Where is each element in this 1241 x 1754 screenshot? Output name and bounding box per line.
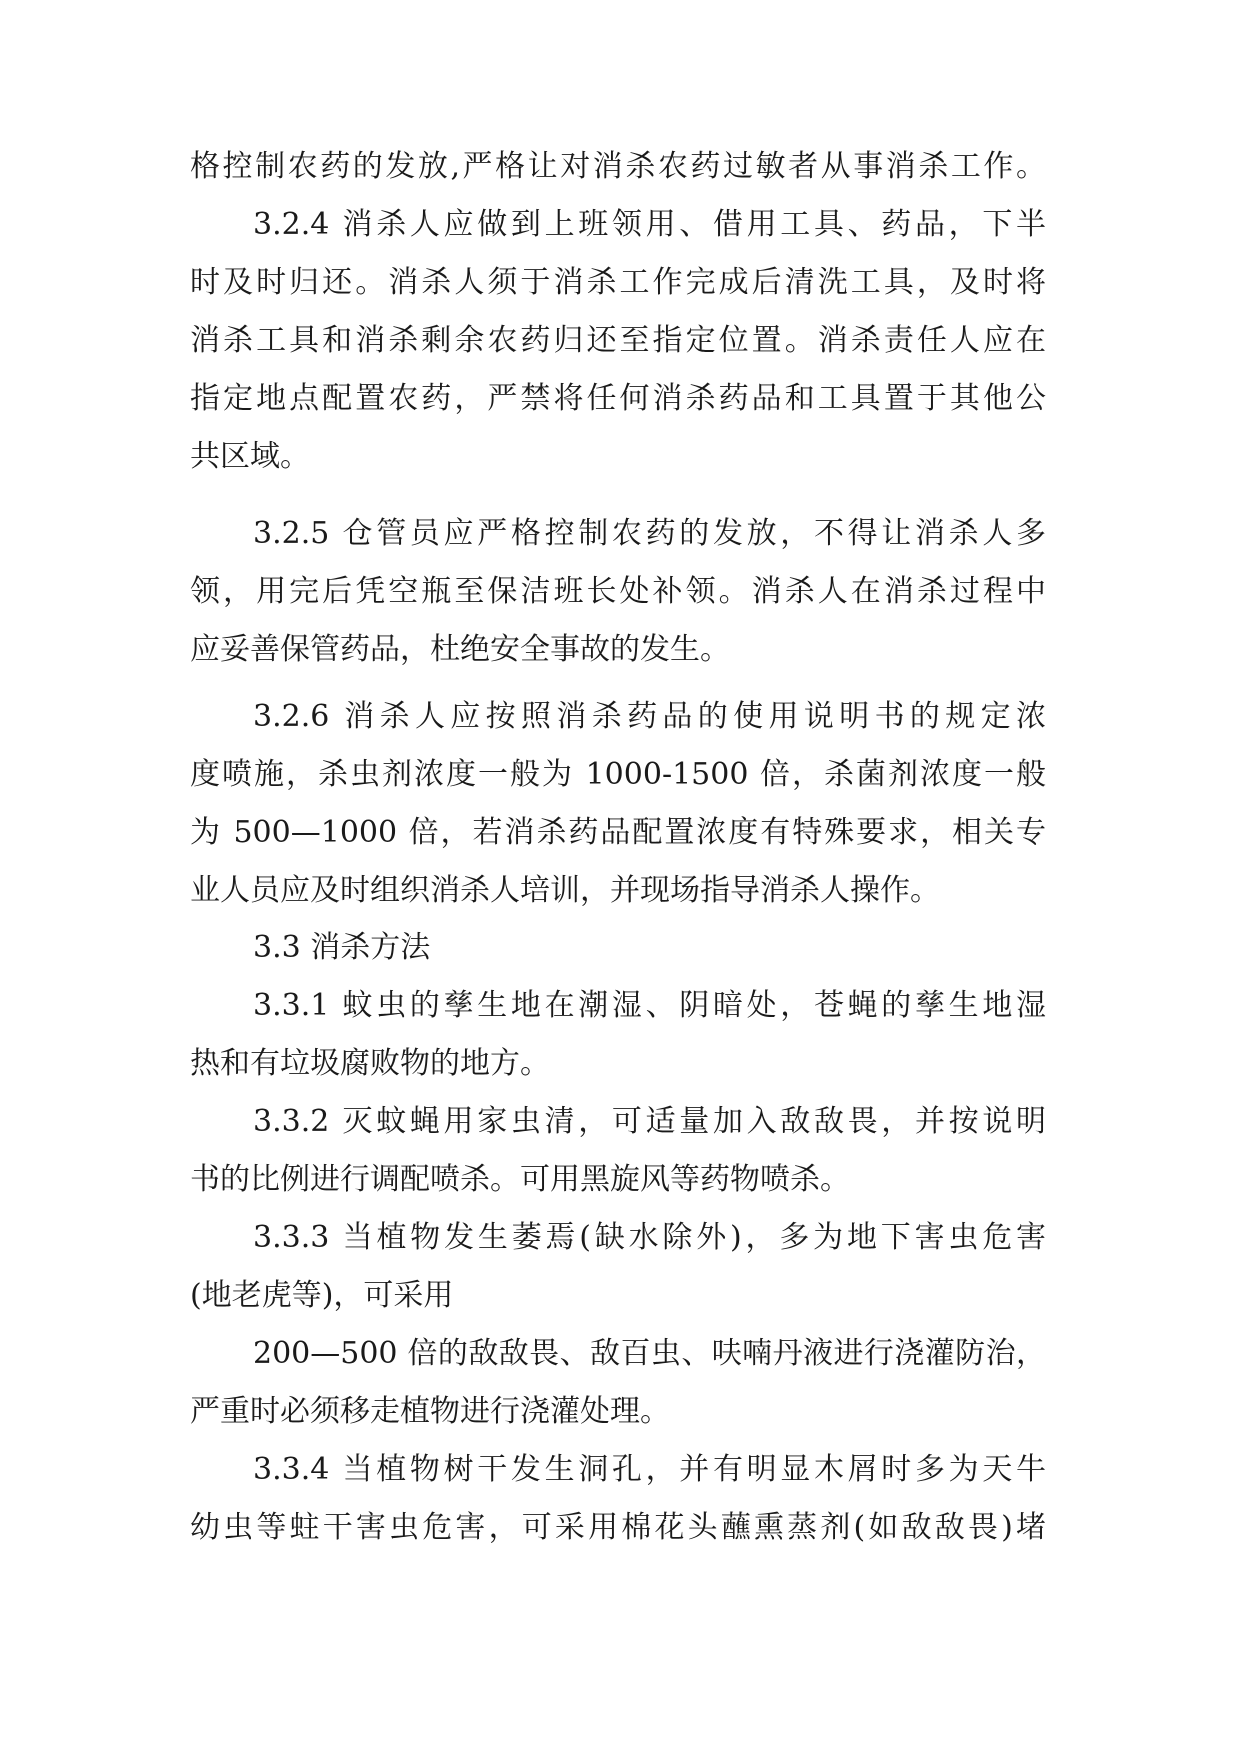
text-line: 指定地点配置农药，严禁将任何消杀药品和工具置于其他公 <box>190 381 1046 416</box>
text-line: 3.2.6 消杀人应按照消杀药品的使用说明书的规定浓 <box>253 699 1046 734</box>
text-line: (地老虎等)，可采用 <box>190 1278 454 1313</box>
text-line: 3.3.3 当植物发生萎焉(缺水除外)，多为地下害虫危害 <box>253 1220 1046 1255</box>
text-line: 度喷施，杀虫剂浓度一般为 1000-1500 倍，杀菌剂浓度一般 <box>190 757 1046 792</box>
text-line: 书的比例进行调配喷杀。可用黑旋风等药物喷杀。 <box>190 1162 850 1197</box>
text-line: 严重时必须移走植物进行浇灌处理。 <box>190 1394 670 1429</box>
text-line: 3.3.2 灭蚊蝇用家虫清，可适量加入敌敌畏，并按说明 <box>253 1104 1046 1139</box>
text-line: 3.3.4 当植物树干发生洞孔，并有明显木屑时多为天牛 <box>253 1452 1046 1487</box>
section-heading: 3.3 消杀方法 <box>253 930 431 965</box>
text-line: 应妥善保管药品，杜绝安全事故的发生。 <box>190 632 730 667</box>
text-line: 3.2.4 消杀人应做到上班领用、借用工具、药品，下半 <box>253 207 1046 242</box>
text-line: 3.3.1 蚊虫的孳生地在潮湿、阴暗处，苍蝇的孳生地湿 <box>253 988 1046 1023</box>
text-line: 业人员应及时组织消杀人培训，并现场指导消杀人操作。 <box>190 873 940 908</box>
text-line: 消杀工具和消杀剩余农药归还至指定位置。消杀责任人应在 <box>190 323 1046 358</box>
text-line: 时及时归还。消杀人须于消杀工作完成后清洗工具，及时将 <box>190 265 1046 300</box>
text-line: 热和有垃圾腐败物的地方。 <box>190 1046 550 1081</box>
text-line: 领，用完后凭空瓶至保洁班长处补领。消杀人在消杀过程中 <box>190 574 1046 609</box>
text-line: 3.2.5 仓管员应严格控制农药的发放，不得让消杀人多 <box>253 516 1046 551</box>
text-line: 幼虫等蛀干害虫危害，可采用棉花头蘸熏蒸剂(如敌敌畏)堵 <box>190 1510 1046 1545</box>
text-line: 为 500—1000 倍，若消杀药品配置浓度有特殊要求，相关专 <box>190 815 1046 850</box>
text-line: 格控制农药的发放,严格让对消杀农药过敏者从事消杀工作。 <box>190 149 1046 184</box>
text-line: 共区域。 <box>190 439 310 474</box>
text-line: 200—500 倍的敌敌畏、敌百虫、呋喃丹液进行浇灌防治， <box>253 1336 1046 1371</box>
